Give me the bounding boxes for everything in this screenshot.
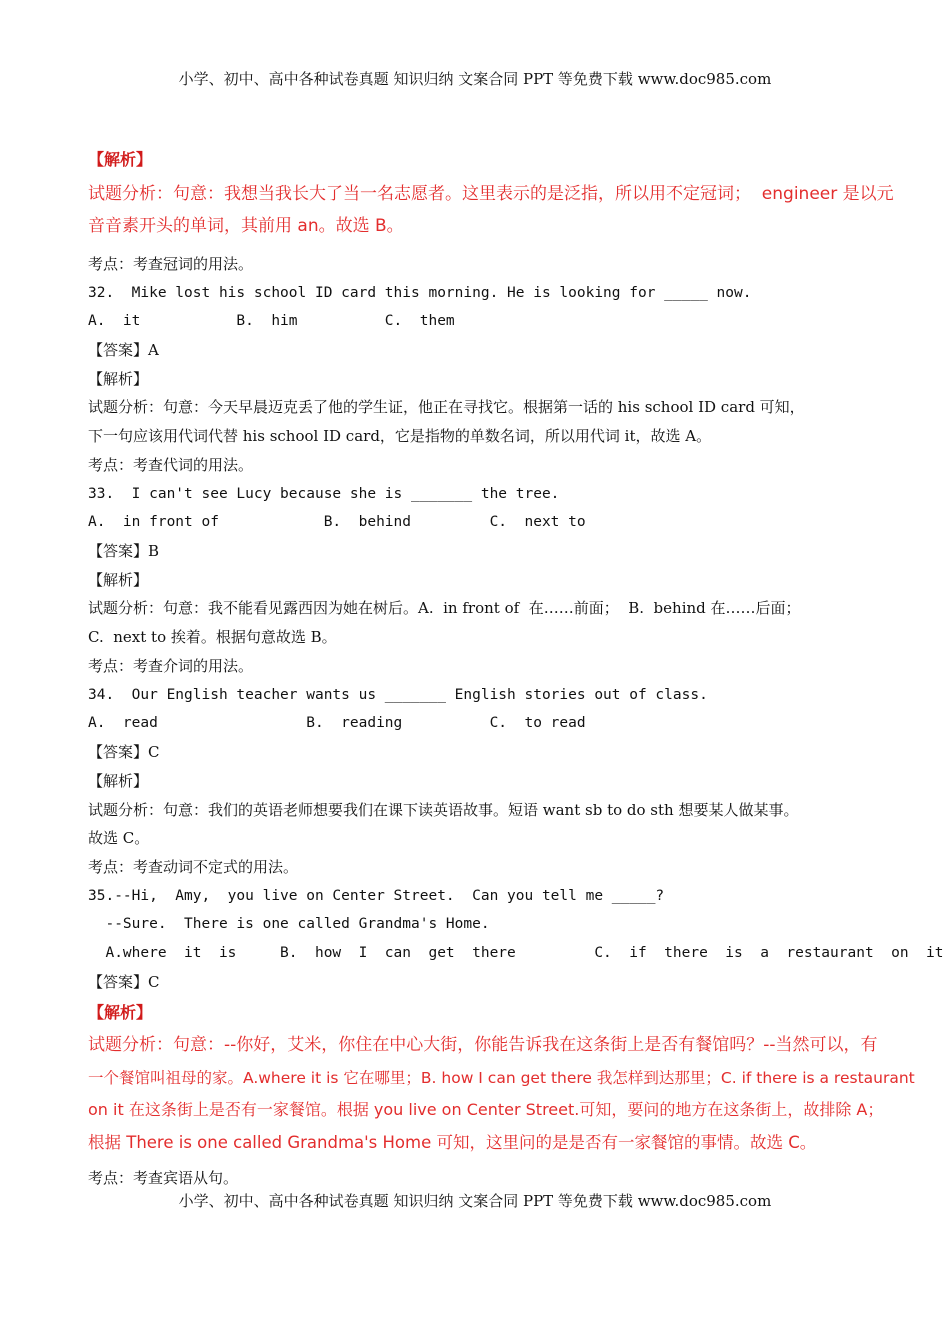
analysis-text: 下一句应该用代词代替 his school ID card，它是指物的单数名词，所以用代词 it，故选 A。 (88, 427, 712, 445)
page-header: 小学、初中、高中各种试卷真题 知识归纳 文案合同 PPT 等免费下载 www.doc985.com (178, 70, 772, 88)
answer-line: 【答案】A (88, 341, 159, 359)
analysis-text: 试题分析：句意：我想当我长大了当一名志愿者。这里表示的是泛指，所以用不定冠词； engineer 是以元 (88, 184, 894, 204)
knowledge-point: 考点：考查介词的用法。 (88, 657, 254, 675)
question-options: A. it B. him C. them (88, 313, 455, 329)
question-dialogue: --Sure. There is one called Grandma's Home. (88, 916, 490, 932)
analysis-text: 试题分析：句意：今天早晨迈克丢了他的学生证，他正在寻找它。根据第一话的 his school ID card 可知， (88, 398, 805, 416)
question-35: 35.--Hi, Amy, you live on Center Street. Can you tell me _____? (88, 888, 665, 904)
analysis-text: 试题分析：句意：我不能看见露西因为她在树后。A. in front of 在……前面； B. behind 在……后面； (88, 599, 801, 617)
question-options: A. read B. reading C. to read (88, 715, 586, 731)
analysis-heading: 【解析】 (88, 150, 153, 169)
knowledge-point: 考点：考查宾语从句。 (88, 1169, 239, 1187)
analysis-text: 试题分析：句意：--你好，艾米，你住在中心大街，你能告诉我在这条街上是否有餐馆吗？--当然可以，有 (88, 1035, 878, 1055)
analysis-text: 根据 There is one called Grandma's Home 可知，这里问的是是否有一家餐馆的事情。故选 C。 (88, 1133, 817, 1152)
question-33: 33. I can't see Lucy because she is _______ the tree. (88, 486, 560, 502)
page-footer: 小学、初中、高中各种试卷真题 知识归纳 文案合同 PPT 等免费下载 www.doc985.com (178, 1192, 772, 1210)
analysis-heading: 【解析】 (88, 772, 149, 790)
answer-line: 【答案】C (88, 743, 160, 761)
analysis-text: on it 在这条街上是否有一家餐馆。根据 you live on Center Street.可知，要问的地方在这条街上，故排除 A； (88, 1100, 884, 1119)
analysis-text: 音音素开头的单词，其前用 an。故选 B。 (88, 216, 404, 236)
answer-line: 【答案】C (88, 973, 160, 991)
knowledge-point: 考点：考查代词的用法。 (88, 456, 254, 474)
question-options: A.where it is B. how I can get there C. if there is a restaurant on it (88, 945, 944, 961)
analysis-text: C. next to 挨着。根据句意故选 B。 (88, 628, 337, 646)
question-32: 32. Mike lost his school ID card this morning. He is looking for _____ now. (88, 285, 752, 301)
question-34: 34. Our English teacher wants us _______ English stories out of class. (88, 687, 708, 703)
analysis-heading: 【解析】 (88, 1003, 153, 1022)
analysis-text: 一个餐馆叫祖母的家。A.where it is 它在哪里；B. how I can get there 我怎样到达那里；C. if there is a restaurant (88, 1069, 915, 1087)
question-options: A. in front of B. behind C. next to (88, 514, 586, 530)
analysis-heading: 【解析】 (88, 370, 149, 388)
analysis-text: 故选 C。 (88, 829, 150, 847)
answer-line: 【答案】B (88, 542, 160, 560)
analysis-heading: 【解析】 (88, 571, 149, 589)
analysis-text: 试题分析：句意：我们的英语老师想要我们在课下读英语故事。短语 want sb to do sth 想要某人做某事。 (88, 801, 799, 819)
knowledge-point: 考点：考查动词不定式的用法。 (88, 858, 299, 876)
knowledge-point: 考点：考查冠词的用法。 (88, 255, 254, 273)
